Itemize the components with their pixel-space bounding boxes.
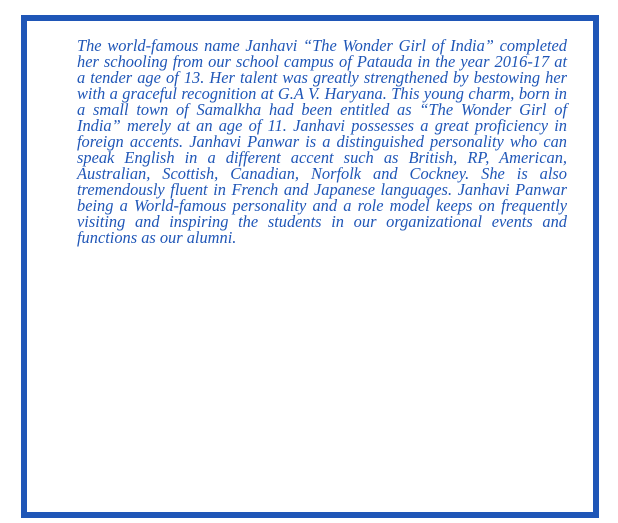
page-border-frame — [21, 15, 599, 518]
alumni-paragraph: The world-famous name Janhavi “The Wonder Girl of India” completed her schooling from our school campus of Pataudа in the year 2016-17 at a tender age of 13. Her talent was greatly strengthened by bestowing her with a graceful recognition at G.A V. Haryana. This young charm, born in a small town of Samalkha had been entitled as “The Wonder Girl of India” merely at an age of 11. Janhavi possesses a great proficiency in foreign accents. Janhavi Panwar is a distinguished personality who can speak English in a different accent such as British, RP, American, Australian, Scottish, Canadian, Norfolk and Cockney. She is also tremendously fluent in French and Japanese languages. Janhavi Panwar being a World-famous personality and a role model keeps on frequently visiting and inspiring the students in our organizational events and functions as our alumni. — [77, 36, 567, 247]
